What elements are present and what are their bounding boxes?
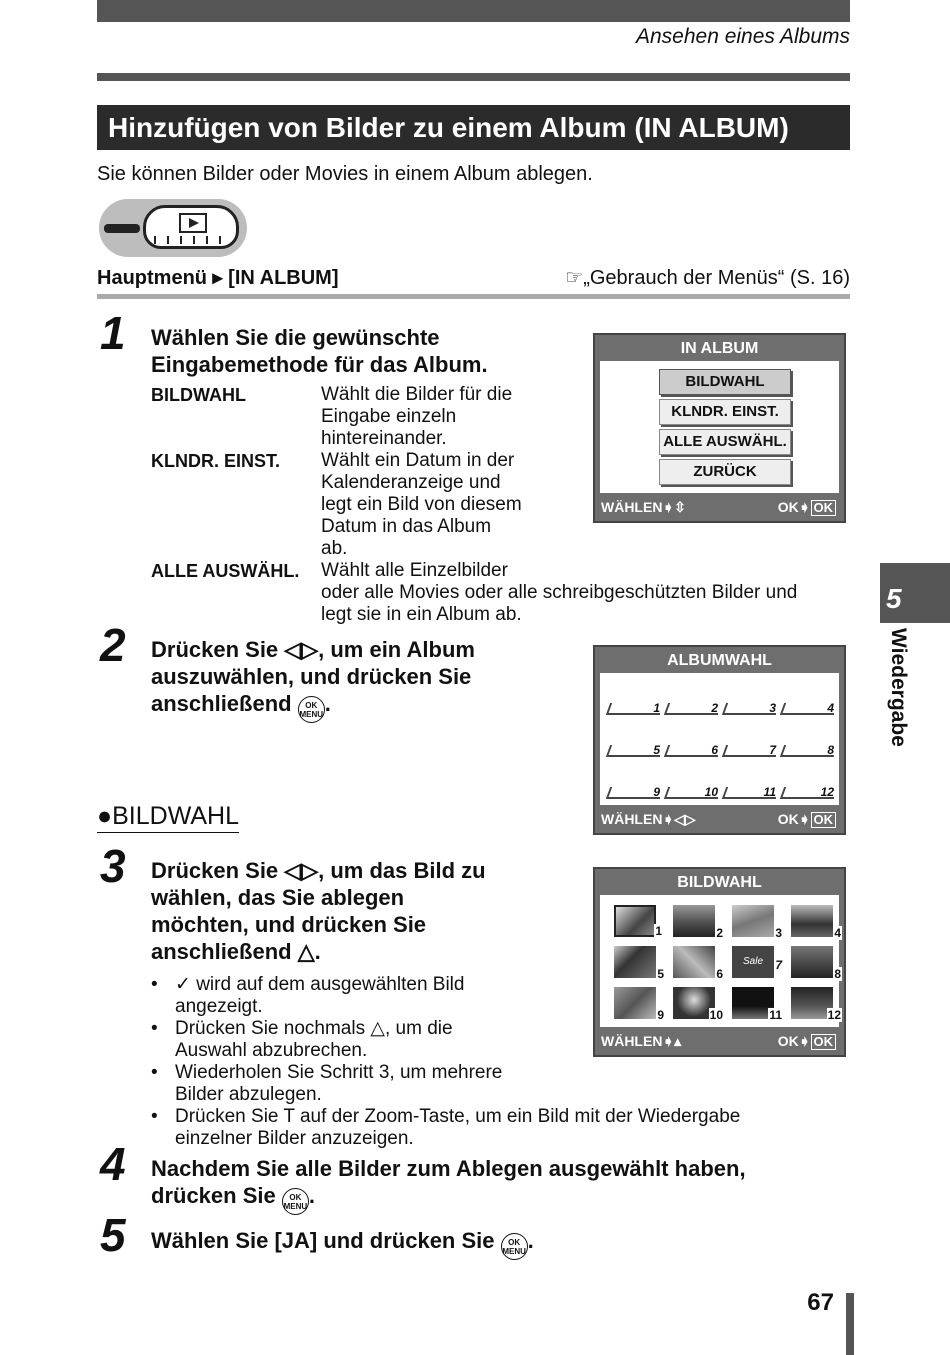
album-slot: 1 <box>608 701 660 715</box>
thumbnail: 1 <box>614 905 656 937</box>
up-triangle-icon: △ <box>297 939 315 964</box>
page-bar <box>846 1293 854 1355</box>
thumbnail: 10 <box>673 987 715 1019</box>
step-title: Wählen Sie [JA] und drücken Sie OK MENU. <box>151 1227 534 1260</box>
term-alle: ALLE AUSWÄHL. <box>151 561 300 581</box>
step-title: Wählen Sie die gewünschte Eingabemethode für das Album. <box>151 325 488 377</box>
term-klndr: KLNDR. EINST. <box>151 451 281 471</box>
top-bar <box>97 0 850 22</box>
list-item: • Wiederholen Sie Schritt 3, um mehrere Bilder abzulegen. <box>151 1062 503 1105</box>
term-bildwahl: BILDWAHL <box>151 385 246 405</box>
up-triangle-icon: △ <box>370 1018 385 1039</box>
mode-dial-icon <box>99 199 247 257</box>
step-title: Nachdem Sie alle Bilder zum Ablegen ausgewählt haben, drücken Sie OK MENU. <box>151 1155 746 1215</box>
screen-in-album: IN ALBUM BILDWAHL KLNDR. EINST. ALLE AUSWÄHL. ZURÜCK WÄHLEN➧⇳ OK➧ OK <box>593 333 846 523</box>
left-right-arrows-icon: ◁▷ <box>284 858 319 883</box>
menu-reference: ☞„Gebrauch der Menüs“ (S. 16) <box>565 267 850 289</box>
thumbnail: 2 <box>673 905 715 937</box>
definition-bildwahl: Wählt die Bilder für die Eingabe einzeln hintereinander. <box>321 384 513 449</box>
album-slot: 6 <box>666 743 718 757</box>
definition-klndr: Wählt ein Datum in der Kalenderanzeige und legt ein Bild von diesem Datum in das Album ab. <box>321 450 522 559</box>
step-number: 5 <box>100 1209 126 1261</box>
list-item: • ✓ wird auf dem ausgewählten Bild angezeigt. <box>151 974 465 1017</box>
step-number: 3 <box>100 840 126 892</box>
divider <box>97 294 850 299</box>
header-rule <box>97 73 850 81</box>
definition-alle: Wählt alle Einzelbilder oder alle Movies oder alle schreibgeschützten Bilder und legt sie in ein Album ab. <box>321 560 798 625</box>
thumbnail: 6 <box>673 946 715 978</box>
album-slot: 7 <box>724 743 776 757</box>
thumbnail: 12 <box>791 987 833 1019</box>
ok-menu-icon: OK MENU <box>298 696 325 723</box>
album-slot: 9 <box>608 785 660 799</box>
check-icon: ✓ <box>175 974 191 995</box>
thumbnail: Sale 7 <box>732 946 774 978</box>
album-slot: 4 <box>782 701 834 715</box>
album-slot: 12 <box>782 785 834 799</box>
intro-text: Sie können Bilder oder Movies in einem Album ablegen. <box>97 163 593 185</box>
album-slot: 11 <box>724 785 776 799</box>
left-right-arrows-icon: ◁▷ <box>284 637 319 662</box>
bullet-icon: ● <box>97 802 113 830</box>
list-item: • Drücken Sie nochmals △, um die Auswahl abzubrechen. <box>151 1018 453 1061</box>
album-slot: 10 <box>666 785 718 799</box>
thumbnail: 3 <box>732 905 774 937</box>
album-slot: 3 <box>724 701 776 715</box>
album-slot: 8 <box>782 743 834 757</box>
menu-item-bildwahl: BILDWAHL <box>659 369 791 395</box>
album-slot: 5 <box>608 743 660 757</box>
step-number: 1 <box>100 307 126 359</box>
list-item: • Drücken Sie T auf der Zoom-Taste, um ein Bild mit der Wiedergabe einzelner Bilder anzuzeigen. <box>151 1106 741 1149</box>
subsection-title: ●BILDWAHL <box>97 802 239 833</box>
section-title: Hinzufügen von Bilder zu einem Album (IN ALBUM) <box>97 105 850 150</box>
step-number: 2 <box>100 619 126 671</box>
menu-item-klndr: KLNDR. EINST. <box>659 399 791 425</box>
playback-icon <box>179 213 207 233</box>
thumbnail: 9 <box>614 987 656 1019</box>
chapter-tab: 5 <box>880 563 950 623</box>
running-title: Ansehen eines Albums <box>635 25 850 48</box>
step-title: Drücken Sie ◁▷, um das Bild zu wählen, das Sie ablegen möchten, und drücken Sie anschließend △. <box>151 858 486 964</box>
album-slot: 2 <box>666 701 718 715</box>
step-title: Drücken Sie ◁▷, um ein Album auszuwählen, und drücken Sie anschließend OK MENU. <box>151 636 475 723</box>
chapter-label: Wiedergabe <box>887 628 910 747</box>
menu-item-zurueck: ZURÜCK <box>659 459 791 485</box>
menu-path: Hauptmenü ▸ [IN ALBUM] <box>97 267 339 289</box>
screen-bildwahl: BILDWAHL 1 2 3 4 5 6 Sale 7 8 9 10 11 12 WÄHLEN➧▴ OK➧ OK <box>593 867 846 1057</box>
menu-item-alle: ALLE AUSWÄHL. <box>659 429 791 455</box>
ok-menu-icon: OK MENU <box>501 1233 528 1260</box>
thumbnail: 11 <box>732 987 774 1019</box>
ok-menu-icon: OK MENU <box>282 1188 309 1215</box>
screen-albumwahl: ALBUMWAHL 1 2 3 4 5 6 7 8 9 10 11 12 WÄHLEN➧◁▷ OK➧ OK <box>593 645 846 835</box>
thumbnail: 4 <box>791 905 833 937</box>
thumbnail: 8 <box>791 946 833 978</box>
page-number: 67 <box>807 1289 834 1316</box>
step-number: 4 <box>100 1138 126 1190</box>
thumbnail: 5 <box>614 946 656 978</box>
